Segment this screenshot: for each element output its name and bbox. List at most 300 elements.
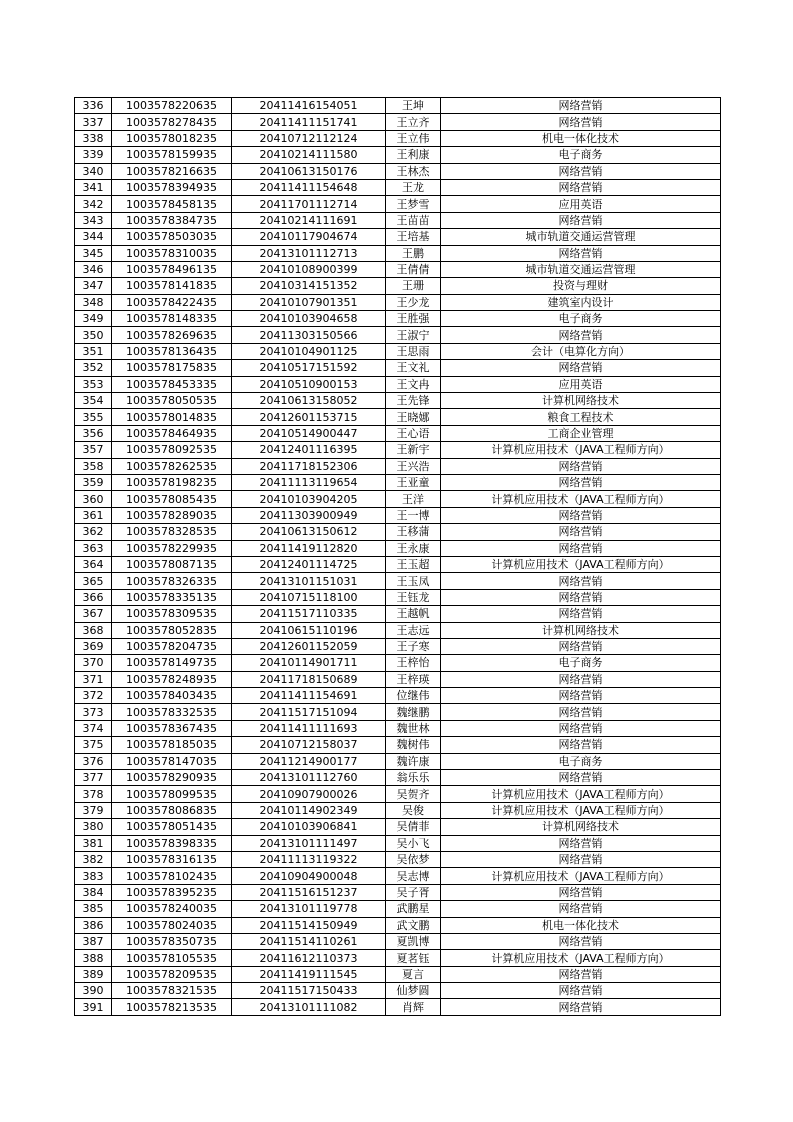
name-cell: 位继伟 xyxy=(386,688,441,704)
major-cell: 网络营销 xyxy=(441,737,721,753)
row-number-cell: 377 xyxy=(75,770,112,786)
student-id-cell: 20411419112820 xyxy=(232,540,386,556)
row-number-cell: 365 xyxy=(75,573,112,589)
name-cell: 吴俊 xyxy=(386,802,441,818)
row-number-cell: 376 xyxy=(75,753,112,769)
student-id-cell: 20411411154648 xyxy=(232,179,386,195)
student-id-cell: 20410103906841 xyxy=(232,819,386,835)
name-cell: 吴小飞 xyxy=(386,835,441,851)
row-number-cell: 378 xyxy=(75,786,112,802)
row-number-cell: 347 xyxy=(75,278,112,294)
major-cell: 网络营销 xyxy=(441,688,721,704)
student-id-cell: 20410715118100 xyxy=(232,589,386,605)
major-cell: 网络营销 xyxy=(441,524,721,540)
name-cell: 吴倩菲 xyxy=(386,819,441,835)
student-id-cell: 20410114902349 xyxy=(232,802,386,818)
table-row xyxy=(75,442,721,458)
name-cell: 王坤 xyxy=(386,98,441,114)
row-number-cell: 367 xyxy=(75,606,112,622)
student-id-cell: 20410314151352 xyxy=(232,278,386,294)
student-id-cell: 20411214900177 xyxy=(232,753,386,769)
roster-body xyxy=(75,98,721,1016)
table-row xyxy=(75,294,721,310)
exam-id-cell: 1003578289035 xyxy=(112,507,232,523)
major-cell: 工商企业管理 xyxy=(441,425,721,441)
table-row xyxy=(75,229,721,245)
roster-table xyxy=(74,97,721,1016)
name-cell: 王兴浩 xyxy=(386,458,441,474)
row-number-cell: 374 xyxy=(75,720,112,736)
row-number-cell: 353 xyxy=(75,376,112,392)
name-cell: 王钰龙 xyxy=(386,589,441,605)
table-row xyxy=(75,212,721,228)
major-cell: 网络营销 xyxy=(441,589,721,605)
exam-id-cell: 1003578198235 xyxy=(112,474,232,490)
row-number-cell: 356 xyxy=(75,425,112,441)
row-number-cell: 336 xyxy=(75,98,112,114)
name-cell: 王倩倩 xyxy=(386,261,441,277)
student-id-cell: 20410712112124 xyxy=(232,130,386,146)
table-row xyxy=(75,606,721,622)
row-number-cell: 380 xyxy=(75,819,112,835)
major-cell: 计算机应用技术（JAVA工程师方向） xyxy=(441,802,721,818)
row-number-cell: 370 xyxy=(75,655,112,671)
exam-id-cell: 1003578403435 xyxy=(112,688,232,704)
table-row xyxy=(75,491,721,507)
name-cell: 王先锋 xyxy=(386,393,441,409)
name-cell: 王新宇 xyxy=(386,442,441,458)
major-cell: 计算机应用技术（JAVA工程师方向） xyxy=(441,786,721,802)
exam-id-cell: 1003578105535 xyxy=(112,950,232,966)
name-cell: 王鹏 xyxy=(386,245,441,261)
row-number-cell: 339 xyxy=(75,147,112,163)
exam-id-cell: 1003578350735 xyxy=(112,933,232,949)
student-id-cell: 20411718152306 xyxy=(232,458,386,474)
student-id-cell: 20410613150612 xyxy=(232,524,386,540)
student-id-cell: 20410117904674 xyxy=(232,229,386,245)
row-number-cell: 369 xyxy=(75,638,112,654)
exam-id-cell: 1003578052835 xyxy=(112,622,232,638)
table-row xyxy=(75,770,721,786)
major-cell: 网络营销 xyxy=(441,933,721,949)
student-id-cell: 20412401114725 xyxy=(232,556,386,572)
table-row xyxy=(75,179,721,195)
exam-id-cell: 1003578332535 xyxy=(112,704,232,720)
student-id-cell: 20410104901125 xyxy=(232,343,386,359)
exam-id-cell: 1003578503035 xyxy=(112,229,232,245)
major-cell: 网络营销 xyxy=(441,704,721,720)
table-row xyxy=(75,245,721,261)
name-cell: 王培基 xyxy=(386,229,441,245)
name-cell: 夏茗钰 xyxy=(386,950,441,966)
exam-id-cell: 1003578204735 xyxy=(112,638,232,654)
exam-id-cell: 1003578216635 xyxy=(112,163,232,179)
name-cell: 魏许康 xyxy=(386,753,441,769)
student-id-cell: 20412401116395 xyxy=(232,442,386,458)
major-cell: 网络营销 xyxy=(441,327,721,343)
row-number-cell: 382 xyxy=(75,851,112,867)
exam-id-cell: 1003578209535 xyxy=(112,966,232,982)
table-row xyxy=(75,311,721,327)
major-cell: 网络营销 xyxy=(441,720,721,736)
student-id-cell: 20411303900949 xyxy=(232,507,386,523)
name-cell: 王思雨 xyxy=(386,343,441,359)
table-row xyxy=(75,933,721,949)
table-row xyxy=(75,704,721,720)
name-cell: 王一博 xyxy=(386,507,441,523)
student-id-cell: 20411517150433 xyxy=(232,983,386,999)
name-cell: 王梦雪 xyxy=(386,196,441,212)
table-row xyxy=(75,376,721,392)
major-cell: 会计（电算化方向） xyxy=(441,343,721,359)
row-number-cell: 364 xyxy=(75,556,112,572)
row-number-cell: 341 xyxy=(75,179,112,195)
table-row xyxy=(75,589,721,605)
name-cell: 武文鹏 xyxy=(386,917,441,933)
student-id-cell: 20411612110373 xyxy=(232,950,386,966)
row-number-cell: 346 xyxy=(75,261,112,277)
table-row xyxy=(75,884,721,900)
exam-id-cell: 1003578185035 xyxy=(112,737,232,753)
table-row xyxy=(75,360,721,376)
major-cell: 网络营销 xyxy=(441,212,721,228)
table-row xyxy=(75,917,721,933)
row-number-cell: 349 xyxy=(75,311,112,327)
row-number-cell: 379 xyxy=(75,802,112,818)
row-number-cell: 340 xyxy=(75,163,112,179)
name-cell: 王文冉 xyxy=(386,376,441,392)
exam-id-cell: 1003578269635 xyxy=(112,327,232,343)
row-number-cell: 375 xyxy=(75,737,112,753)
row-number-cell: 368 xyxy=(75,622,112,638)
major-cell: 电子商务 xyxy=(441,753,721,769)
exam-id-cell: 1003578458135 xyxy=(112,196,232,212)
exam-id-cell: 1003578335135 xyxy=(112,589,232,605)
table-row xyxy=(75,802,721,818)
row-number-cell: 355 xyxy=(75,409,112,425)
exam-id-cell: 1003578085435 xyxy=(112,491,232,507)
exam-id-cell: 1003578310035 xyxy=(112,245,232,261)
major-cell: 网络营销 xyxy=(441,966,721,982)
name-cell: 肖辉 xyxy=(386,999,441,1015)
name-cell: 王利康 xyxy=(386,147,441,163)
major-cell: 网络营销 xyxy=(441,245,721,261)
student-id-cell: 20413101111497 xyxy=(232,835,386,851)
major-cell: 计算机网络技术 xyxy=(441,819,721,835)
row-number-cell: 354 xyxy=(75,393,112,409)
major-cell: 网络营销 xyxy=(441,360,721,376)
major-cell: 网络营销 xyxy=(441,770,721,786)
table-row xyxy=(75,688,721,704)
major-cell: 网络营销 xyxy=(441,474,721,490)
name-cell: 吴子胥 xyxy=(386,884,441,900)
table-row xyxy=(75,622,721,638)
major-cell: 粮食工程技术 xyxy=(441,409,721,425)
major-cell: 应用英语 xyxy=(441,376,721,392)
major-cell: 网络营销 xyxy=(441,884,721,900)
major-cell: 计算机应用技术（JAVA工程师方向） xyxy=(441,556,721,572)
table-row xyxy=(75,425,721,441)
name-cell: 王文礼 xyxy=(386,360,441,376)
row-number-cell: 338 xyxy=(75,130,112,146)
exam-id-cell: 1003578309535 xyxy=(112,606,232,622)
table-row xyxy=(75,655,721,671)
table-row xyxy=(75,671,721,687)
student-id-cell: 20410615110196 xyxy=(232,622,386,638)
table-row xyxy=(75,950,721,966)
exam-id-cell: 1003578278435 xyxy=(112,114,232,130)
major-cell: 电子商务 xyxy=(441,147,721,163)
major-cell: 网络营销 xyxy=(441,507,721,523)
exam-id-cell: 1003578464935 xyxy=(112,425,232,441)
exam-id-cell: 1003578328535 xyxy=(112,524,232,540)
major-cell: 城市轨道交通运营管理 xyxy=(441,261,721,277)
name-cell: 王梓怡 xyxy=(386,655,441,671)
name-cell: 王移蒲 xyxy=(386,524,441,540)
name-cell: 吴贺齐 xyxy=(386,786,441,802)
name-cell: 魏树伟 xyxy=(386,737,441,753)
name-cell: 王胜强 xyxy=(386,311,441,327)
exam-id-cell: 1003578014835 xyxy=(112,409,232,425)
exam-id-cell: 1003578102435 xyxy=(112,868,232,884)
row-number-cell: 381 xyxy=(75,835,112,851)
name-cell: 王立伟 xyxy=(386,130,441,146)
name-cell: 王子寒 xyxy=(386,638,441,654)
student-id-cell: 20410214111580 xyxy=(232,147,386,163)
student-id-cell: 20413101119778 xyxy=(232,901,386,917)
exam-id-cell: 1003578213535 xyxy=(112,999,232,1015)
student-id-cell: 20413101112760 xyxy=(232,770,386,786)
row-number-cell: 372 xyxy=(75,688,112,704)
exam-id-cell: 1003578316135 xyxy=(112,851,232,867)
exam-id-cell: 1003578398335 xyxy=(112,835,232,851)
major-cell: 机电一体化技术 xyxy=(441,917,721,933)
student-id-cell: 20411516151237 xyxy=(232,884,386,900)
major-cell: 网络营销 xyxy=(441,98,721,114)
student-id-cell: 20411411151741 xyxy=(232,114,386,130)
row-number-cell: 351 xyxy=(75,343,112,359)
major-cell: 计算机应用技术（JAVA工程师方向） xyxy=(441,491,721,507)
name-cell: 王志远 xyxy=(386,622,441,638)
table-row xyxy=(75,540,721,556)
student-id-cell: 20410103904658 xyxy=(232,311,386,327)
major-cell: 网络营销 xyxy=(441,458,721,474)
row-number-cell: 337 xyxy=(75,114,112,130)
major-cell: 应用英语 xyxy=(441,196,721,212)
name-cell: 王洋 xyxy=(386,491,441,507)
major-cell: 计算机应用技术（JAVA工程师方向） xyxy=(441,950,721,966)
name-cell: 夏凯博 xyxy=(386,933,441,949)
row-number-cell: 386 xyxy=(75,917,112,933)
row-number-cell: 348 xyxy=(75,294,112,310)
table-row xyxy=(75,393,721,409)
exam-id-cell: 1003578240035 xyxy=(112,901,232,917)
major-cell: 计算机应用技术（JAVA工程师方向） xyxy=(441,868,721,884)
name-cell: 吴志博 xyxy=(386,868,441,884)
table-row xyxy=(75,507,721,523)
student-id-cell: 20410517151592 xyxy=(232,360,386,376)
student-id-cell: 20410114901711 xyxy=(232,655,386,671)
exam-id-cell: 1003578050535 xyxy=(112,393,232,409)
major-cell: 计算机应用技术（JAVA工程师方向） xyxy=(441,442,721,458)
student-id-cell: 20411701112714 xyxy=(232,196,386,212)
major-cell: 网络营销 xyxy=(441,638,721,654)
student-id-cell: 20410907900026 xyxy=(232,786,386,802)
table-row xyxy=(75,474,721,490)
row-number-cell: 373 xyxy=(75,704,112,720)
major-cell: 网络营销 xyxy=(441,835,721,851)
name-cell: 仙梦圆 xyxy=(386,983,441,999)
major-cell: 网络营销 xyxy=(441,163,721,179)
table-row xyxy=(75,786,721,802)
student-id-cell: 20411113119654 xyxy=(232,474,386,490)
major-cell: 网络营销 xyxy=(441,540,721,556)
name-cell: 王晓娜 xyxy=(386,409,441,425)
student-id-cell: 20410108900399 xyxy=(232,261,386,277)
exam-id-cell: 1003578262535 xyxy=(112,458,232,474)
table-row xyxy=(75,409,721,425)
name-cell: 王林杰 xyxy=(386,163,441,179)
student-id-cell: 20410103904205 xyxy=(232,491,386,507)
exam-id-cell: 1003578024035 xyxy=(112,917,232,933)
student-id-cell: 20411303150566 xyxy=(232,327,386,343)
major-cell: 城市轨道交通运营管理 xyxy=(441,229,721,245)
exam-id-cell: 1003578159935 xyxy=(112,147,232,163)
student-id-cell: 20411416154051 xyxy=(232,98,386,114)
name-cell: 王立齐 xyxy=(386,114,441,130)
table-row xyxy=(75,261,721,277)
exam-id-cell: 1003578141835 xyxy=(112,278,232,294)
row-number-cell: 366 xyxy=(75,589,112,605)
exam-id-cell: 1003578384735 xyxy=(112,212,232,228)
student-id-cell: 20411514110261 xyxy=(232,933,386,949)
major-cell: 机电一体化技术 xyxy=(441,130,721,146)
exam-id-cell: 1003578220635 xyxy=(112,98,232,114)
table-row xyxy=(75,196,721,212)
student-id-cell: 20412601152059 xyxy=(232,638,386,654)
table-row xyxy=(75,819,721,835)
row-number-cell: 362 xyxy=(75,524,112,540)
student-id-cell: 20411514150949 xyxy=(232,917,386,933)
major-cell: 网络营销 xyxy=(441,671,721,687)
row-number-cell: 361 xyxy=(75,507,112,523)
student-id-cell: 20410107901351 xyxy=(232,294,386,310)
name-cell: 王心语 xyxy=(386,425,441,441)
exam-id-cell: 1003578149735 xyxy=(112,655,232,671)
name-cell: 王玉凤 xyxy=(386,573,441,589)
table-row xyxy=(75,720,721,736)
row-number-cell: 360 xyxy=(75,491,112,507)
row-number-cell: 391 xyxy=(75,999,112,1015)
student-id-cell: 20410904900048 xyxy=(232,868,386,884)
name-cell: 吴依梦 xyxy=(386,851,441,867)
table-row xyxy=(75,966,721,982)
name-cell: 王龙 xyxy=(386,179,441,195)
student-id-cell: 20411411111693 xyxy=(232,720,386,736)
student-id-cell: 20411419111545 xyxy=(232,966,386,982)
exam-id-cell: 1003578248935 xyxy=(112,671,232,687)
exam-id-cell: 1003578092535 xyxy=(112,442,232,458)
name-cell: 王淑宁 xyxy=(386,327,441,343)
row-number-cell: 388 xyxy=(75,950,112,966)
student-id-cell: 20412601153715 xyxy=(232,409,386,425)
row-number-cell: 358 xyxy=(75,458,112,474)
major-cell: 投资与理财 xyxy=(441,278,721,294)
table-row xyxy=(75,114,721,130)
student-id-cell: 20410214111691 xyxy=(232,212,386,228)
name-cell: 王少龙 xyxy=(386,294,441,310)
major-cell: 网络营销 xyxy=(441,606,721,622)
name-cell: 王亚童 xyxy=(386,474,441,490)
table-row xyxy=(75,524,721,540)
major-cell: 网络营销 xyxy=(441,851,721,867)
table-row xyxy=(75,98,721,114)
name-cell: 王越帆 xyxy=(386,606,441,622)
major-cell: 网络营销 xyxy=(441,573,721,589)
name-cell: 翁乐乐 xyxy=(386,770,441,786)
row-number-cell: 350 xyxy=(75,327,112,343)
student-id-cell: 20411517110335 xyxy=(232,606,386,622)
exam-id-cell: 1003578051435 xyxy=(112,819,232,835)
table-row xyxy=(75,278,721,294)
table-row xyxy=(75,737,721,753)
student-id-cell: 20411517151094 xyxy=(232,704,386,720)
exam-id-cell: 1003578087135 xyxy=(112,556,232,572)
major-cell: 建筑室内设计 xyxy=(441,294,721,310)
row-number-cell: 383 xyxy=(75,868,112,884)
table-row xyxy=(75,130,721,146)
exam-id-cell: 1003578321535 xyxy=(112,983,232,999)
table-row xyxy=(75,753,721,769)
major-cell: 计算机网络技术 xyxy=(441,622,721,638)
table-row xyxy=(75,573,721,589)
table-row xyxy=(75,556,721,572)
row-number-cell: 344 xyxy=(75,229,112,245)
table-row xyxy=(75,638,721,654)
student-id-cell: 20410613150176 xyxy=(232,163,386,179)
table-row xyxy=(75,901,721,917)
student-id-cell: 20411411154691 xyxy=(232,688,386,704)
row-number-cell: 390 xyxy=(75,983,112,999)
exam-id-cell: 1003578496135 xyxy=(112,261,232,277)
name-cell: 王苗苗 xyxy=(386,212,441,228)
name-cell: 魏世林 xyxy=(386,720,441,736)
exam-id-cell: 1003578147035 xyxy=(112,753,232,769)
row-number-cell: 342 xyxy=(75,196,112,212)
name-cell: 魏继鹏 xyxy=(386,704,441,720)
student-id-cell: 20411718150689 xyxy=(232,671,386,687)
exam-id-cell: 1003578148335 xyxy=(112,311,232,327)
student-id-cell: 20410510900153 xyxy=(232,376,386,392)
major-cell: 网络营销 xyxy=(441,983,721,999)
table-row xyxy=(75,327,721,343)
exam-id-cell: 1003578136435 xyxy=(112,343,232,359)
exam-id-cell: 1003578290935 xyxy=(112,770,232,786)
row-number-cell: 363 xyxy=(75,540,112,556)
major-cell: 电子商务 xyxy=(441,655,721,671)
major-cell: 网络营销 xyxy=(441,179,721,195)
table-row xyxy=(75,999,721,1015)
major-cell: 电子商务 xyxy=(441,311,721,327)
student-id-cell: 20410514900447 xyxy=(232,425,386,441)
exam-id-cell: 1003578175835 xyxy=(112,360,232,376)
table-row xyxy=(75,343,721,359)
exam-id-cell: 1003578395235 xyxy=(112,884,232,900)
row-number-cell: 384 xyxy=(75,884,112,900)
exam-id-cell: 1003578394935 xyxy=(112,179,232,195)
table-row xyxy=(75,147,721,163)
table-row xyxy=(75,163,721,179)
